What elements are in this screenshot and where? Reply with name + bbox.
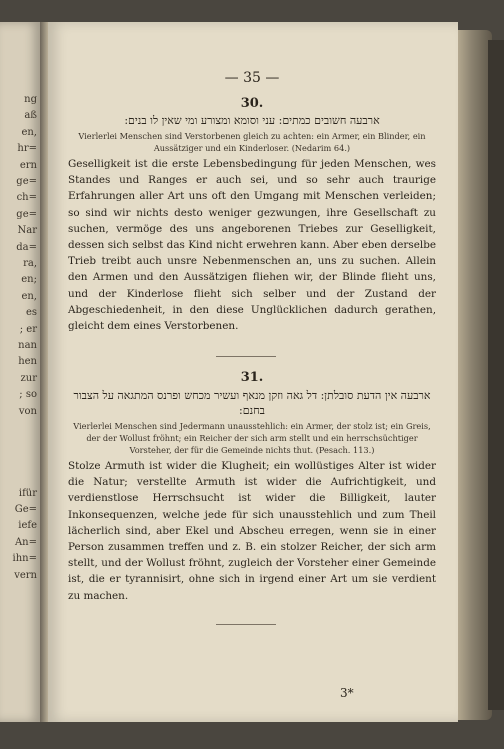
left-margin-fragment: vern <box>14 569 37 581</box>
left-margin-fragment: da= <box>16 241 37 253</box>
section-31-translation: Vierlerlei Menschen sind Jedermann unausstehlich: ein Armer, der stolz ist; ein Greis, der der Wollust fröhnt; ein Reicher der sich arm stellt und ein herrschsüchtiger Vorsteher, der für die Gemeinde nichts thut. (Pesach. 113.) <box>73 421 431 455</box>
left-margin-fragment: ng <box>24 94 37 105</box>
section-31-body: Stolze Armuth ist wider die Klugheit; ein wollüstiges Alter ist wider die Natur; verstellte Armuth ist wider die Aufrichtigkeit, und verdienstlose Herrschsucht ist wider die Billigkeit, lauter Inkonsequenzen, welche jede für sich unausstehlich und zum Theil lächerlich sind, aber Ekel und Abscheu erregen, wenn sie in einer Person zusammen treffen und z. B. ein stolzer Reicher, der sich arm stellt, und der Wollust fröhnt, zugleich der Vorsteher einer Gemeinde ist, die er tyrannisirt, ohne sich in irgend einer Art um sie verdient zu machen. <box>68 460 436 602</box>
signature-mark: 3* <box>340 686 354 700</box>
left-margin-fragment: Nar <box>17 225 37 237</box>
left-margin-fragment: ra, <box>23 258 37 269</box>
left-margin-fragment: hr= <box>17 143 37 155</box>
book-gutter <box>40 22 48 722</box>
left-margin-fragment: aß <box>24 110 37 122</box>
left-margin-fragment: ern <box>19 159 37 171</box>
page-edges <box>458 30 492 720</box>
left-margin-fragment: ch= <box>16 192 37 204</box>
left-margin-fragment: ge= <box>16 208 37 220</box>
left-margin-fragment: ihn= <box>12 553 37 565</box>
section-30-number: 30. <box>240 96 264 111</box>
section-divider <box>216 624 276 625</box>
left-margin-fragment: An= <box>14 536 37 548</box>
section-31-hebrew: ארבעה אין הדעת סובלתן: דל גאה וזקן מנאף ועשיר מכחש ופרנס המתגאה על הצבור בחנם: <box>73 389 431 417</box>
section-31-number: 31. <box>240 370 264 385</box>
book-page <box>48 22 458 722</box>
left-margin-fragment: en; <box>21 274 37 286</box>
left-margin-fragment: en, <box>21 126 37 138</box>
left-margin-fragment: ; er <box>19 323 37 335</box>
left-margin-fragment: es <box>25 307 37 319</box>
left-margin-fragment: zur <box>20 372 37 384</box>
page-number: — 35 — <box>224 70 280 86</box>
section-30-translation: Vierlerlei Menschen sind Verstorbenen gleich zu achten: ein Armer, ein Blinder, ein Aussätziger und ein Kinderloser. (Nedarim 64.) <box>78 131 426 153</box>
left-margin-fragment: nan <box>18 340 37 351</box>
left-margin-fragment: hen <box>18 356 37 368</box>
left-page-fragment <box>0 22 42 722</box>
left-margin-fragment: von <box>18 405 37 417</box>
left-margin-fragment: iefe <box>18 520 37 532</box>
left-margin-fragment: en, <box>21 290 37 302</box>
left-margin-fragment: ifür <box>18 487 37 499</box>
section-30-hebrew: ארבעה חשובים כמתים: עני וסומא ומצורע ומי שאין לו בנים: <box>124 114 380 127</box>
book-cover-edge <box>488 40 504 710</box>
left-margin-fragment: ge= <box>16 176 37 187</box>
left-margin-fragment: Ge= <box>14 504 37 515</box>
left-margin-fragment: ; so <box>19 389 37 401</box>
section-divider <box>216 356 276 357</box>
section-30-body: Geselligkeit ist die erste Lebensbedingung für jeden Menschen, wes Standes und Ranges er auch sei, und so sehr auch traurige Erfahrungen aller Art uns oft den Umgang mit Menschen verleiden; so sind wir nichts desto weniger gezwungen, ihre Gesellschaft zu suchen, vermöge des uns angeborenen Triebes zur Geselligkeit, dessen sich selbst das Kind nicht erwehren kann. Aber eben derselbe Trieb treibt auch unsre Nebenmenschen an, uns zu suchen. Allein den Armen und den Aussätzigen fliehen wir, der Blinde flieht uns, und der Kinderlose flieht sich selber und der Zustand der Abgeschiedenheit, in den diese Unglücklichen dadurch gerathen, gleicht dem eines Verstorbenen. <box>68 158 436 333</box>
